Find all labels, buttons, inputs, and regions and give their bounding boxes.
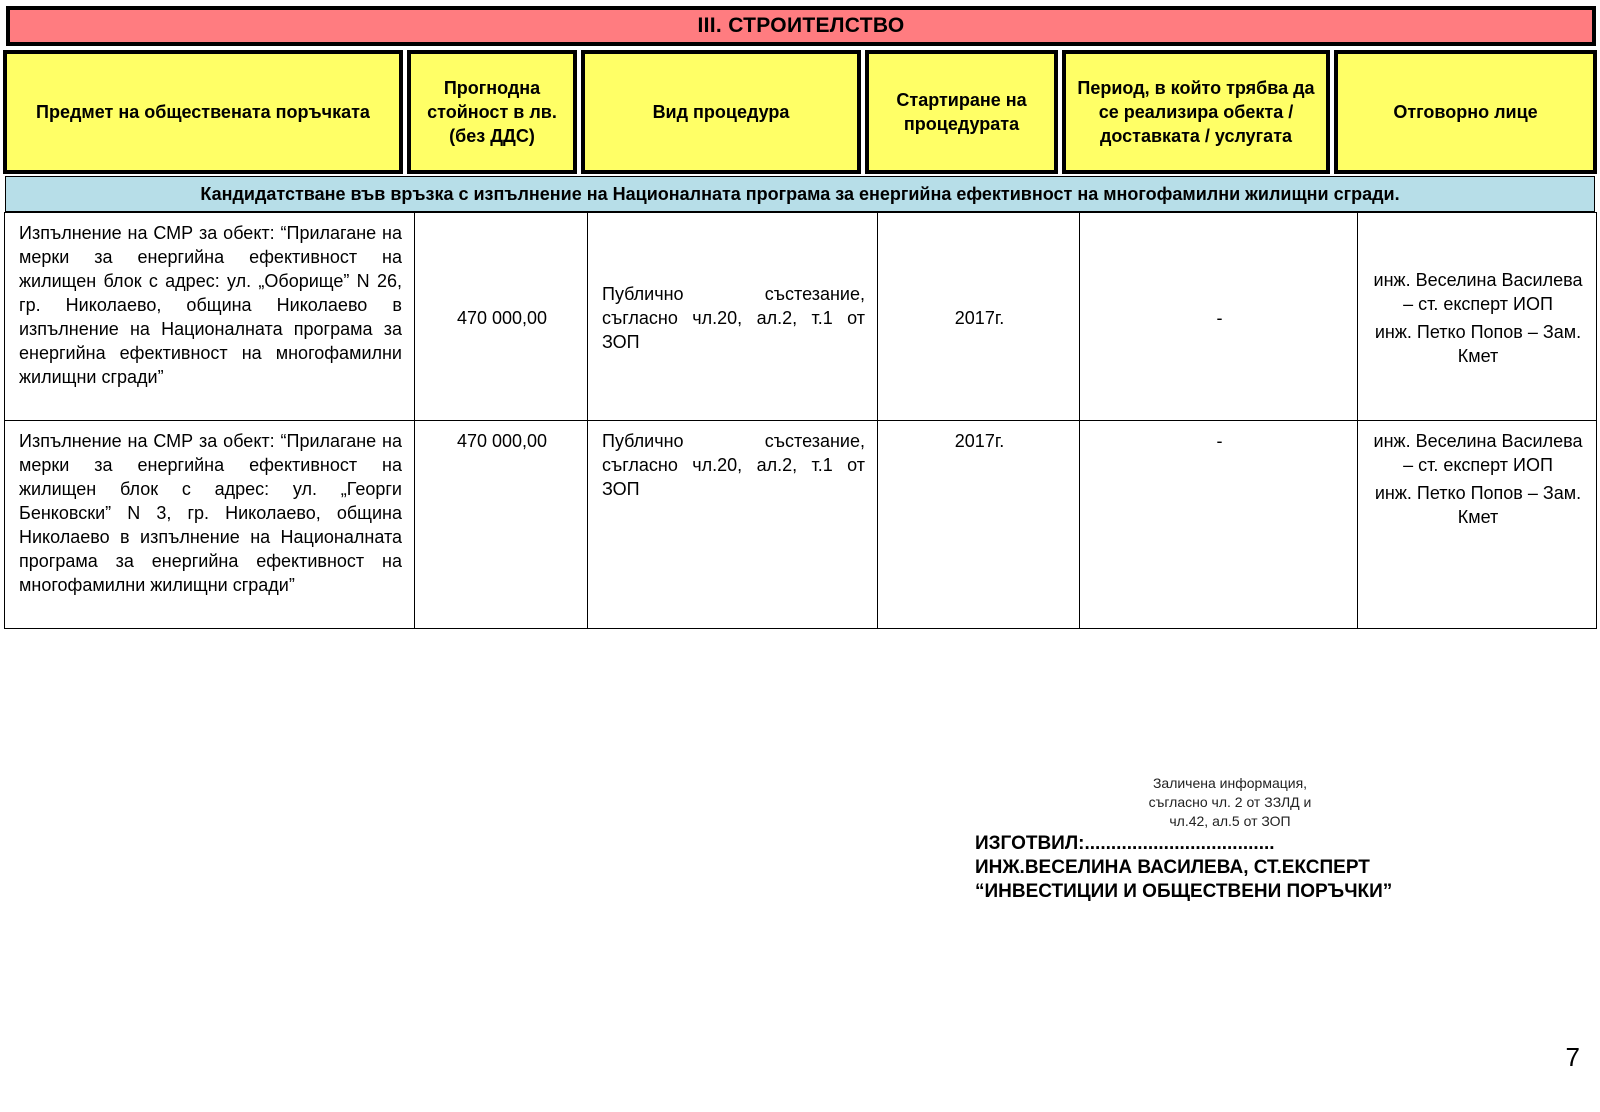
responsible-cell	[1358, 213, 1597, 421]
value-cell: 470 000,00	[415, 213, 588, 421]
prepared-by-name: ИНЖ.ВЕСЕЛИНА ВАСИЛЕВА, СТ.ЕКСПЕРТ	[975, 857, 1370, 878]
table-header-row	[3, 50, 1597, 174]
redaction-line: съгласно чл. 2 от ЗЗЛД и	[1148, 794, 1312, 810]
page-number: 7	[1565, 1042, 1580, 1072]
header-period: Период, в който трябва да се реализира обекта / доставката / услугата	[1062, 50, 1330, 174]
redaction-line: чл.42, ал.5 от ЗОП	[1169, 813, 1291, 829]
subject-cell: Изпълнение на СМР за обект: “Прилагане на мерки за енергийна ефективност на жилищен блок с адрес: ул. „Георги Бенковски” N 3, гр. Николаево, община Николаево в изпълнение на Националната програма за енергийна ефективност на многофамилни жилищни сгради”	[5, 421, 415, 629]
period-cell: -	[1080, 421, 1358, 629]
prepared-by-block	[975, 832, 1392, 904]
program-section-row: Кандидатстване във връзка с изпълнение на Националната програма за енергийна ефективност на многофамилни жилищни сгради.	[5, 176, 1595, 212]
period-cell: -	[1080, 213, 1358, 421]
redaction-line: Заличена информация,	[1152, 775, 1308, 791]
responsible-person: инж. Петко Попов – Зам. Кмет	[1374, 483, 1582, 527]
table-row	[5, 213, 1597, 421]
header-value: Прогнодна стойност в лв. (без ДДС)	[407, 50, 577, 174]
subject-cell: Изпълнение на СМР за обект: “Прилагане на мерки за енергийна ефективност на жилищен блок с адрес: ул. „Оборище” N 26, гр. Николаево, община Николаево в изпълнение на Националната програма за енергийна ефективност на многофамилни жилищни сгради”	[5, 213, 415, 421]
prepared-by-department: “ИНВЕСТИЦИИ И ОБЩЕСТВЕНИ ПОРЪЧКИ”	[975, 881, 1393, 902]
header-responsible: Отговорно лице	[1334, 50, 1597, 174]
header-procedure: Вид процедура	[581, 50, 861, 174]
start-cell: 2017г.	[878, 421, 1080, 629]
value-cell: 470 000,00	[415, 421, 588, 629]
procurement-table	[4, 212, 1597, 629]
responsible-person: инж. Петко Попов – Зам. Кмет	[1374, 322, 1582, 366]
start-cell: 2017г.	[878, 213, 1080, 421]
responsible-person: инж. Веселина Василева – ст. експерт ИОП	[1373, 431, 1583, 475]
table-row	[5, 421, 1597, 629]
header-start: Стартиране на процедурата	[865, 50, 1058, 174]
procedure-cell: Публично състезание, съгласно чл.20, ал.2, т.1 от ЗОП	[588, 421, 878, 629]
responsible-person: инж. Веселина Василева – ст. експерт ИОП	[1373, 270, 1583, 314]
procedure-cell: Публично състезание, съгласно чл.20, ал.2, т.1 от ЗОП	[588, 213, 878, 421]
redaction-note	[1080, 774, 1380, 831]
responsible-cell	[1358, 421, 1597, 629]
prepared-by-label: ИЗГОТВИЛ:....................................	[975, 833, 1275, 854]
header-subject: Предмет на обществената поръчката	[3, 50, 403, 174]
section-title: III. СТРОИТЕЛСТВО	[6, 6, 1596, 46]
